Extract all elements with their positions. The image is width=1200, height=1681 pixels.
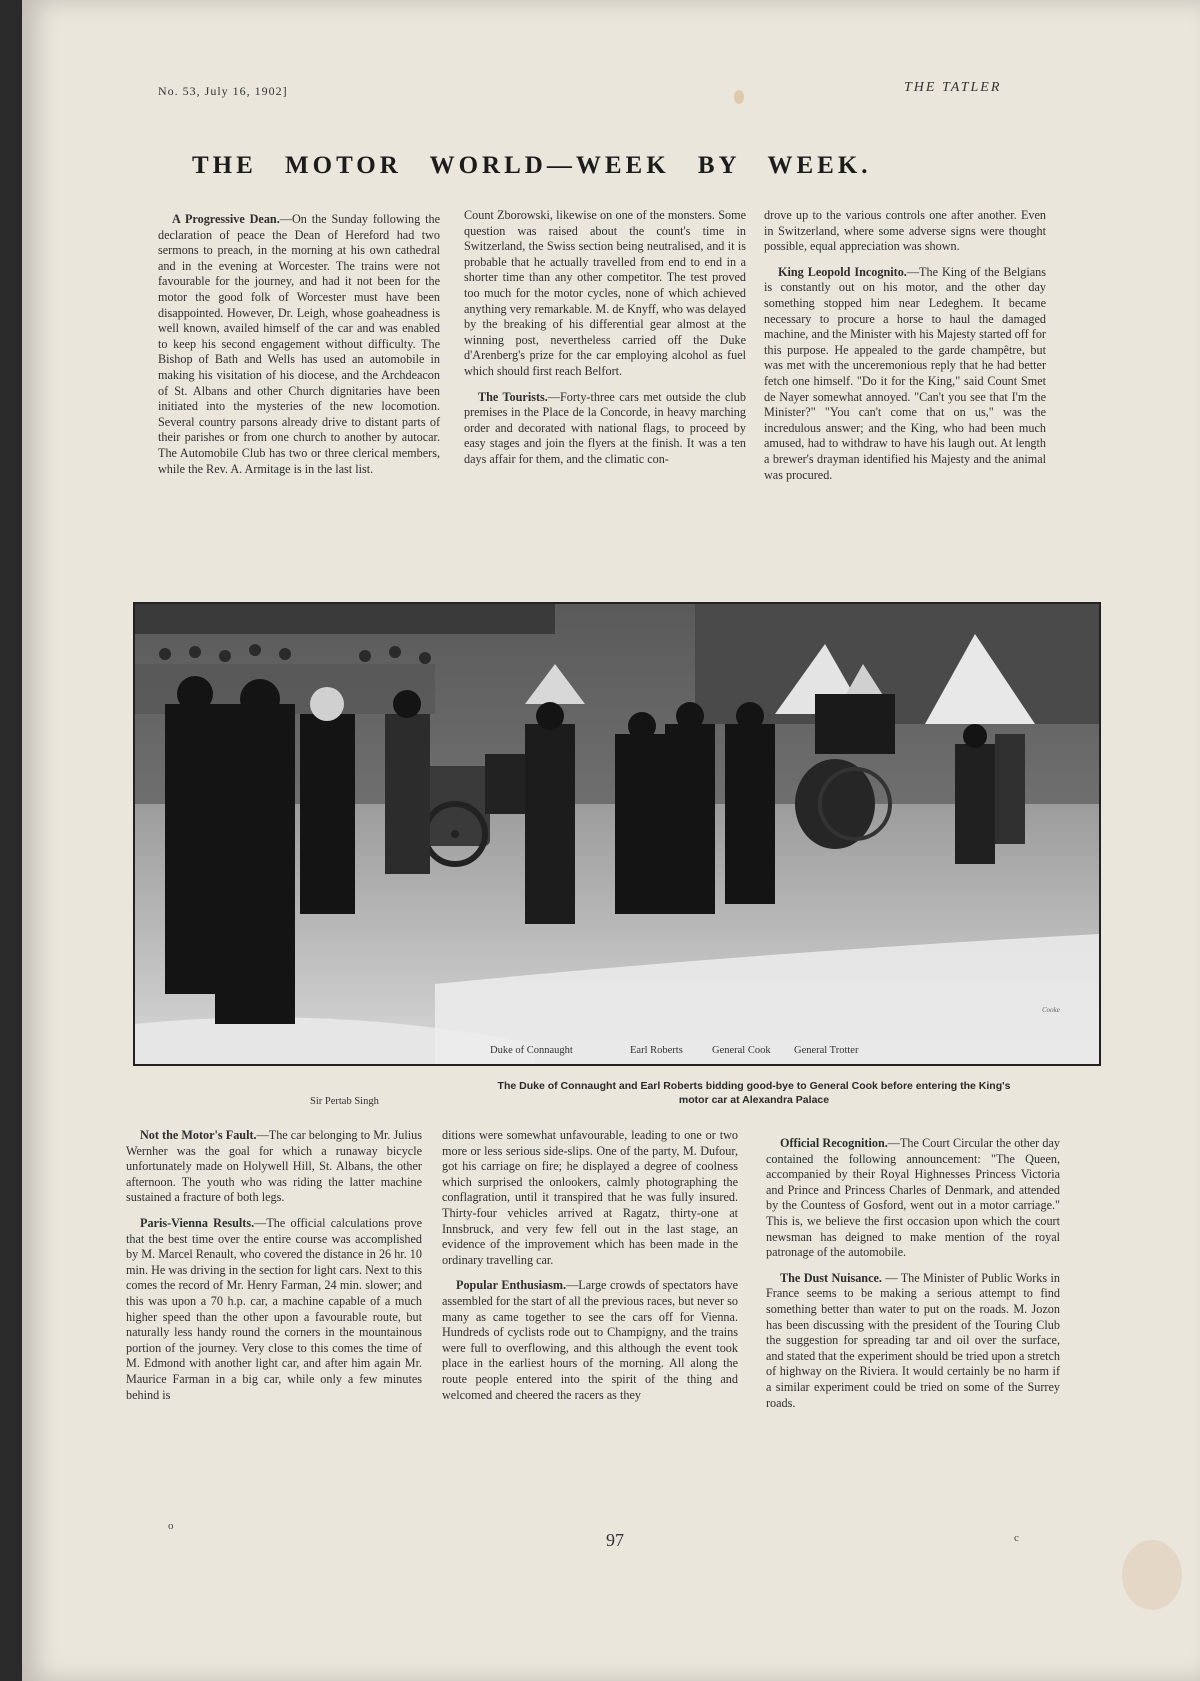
paragraph-text: —The Court Circular the other day contained the following announcement: "The Queen, accompanied by their Royal Highnesses Princess Victoria and Prince and Princess Charles of Denmark, and attended by the Countess of Gosford, went out in a motor carriage." This is, we believe the first occasion upon which the court newsman has deigned to make mention of the royal patronage of the automobile.	[766, 1136, 1061, 1260]
top-column-2	[464, 208, 746, 468]
paragraph-text: —The official calculations prove that the best time over the entire course was accomplished by M. Marcel Renault, who covered the distance in 26 hr. 10 min. He was driving in the section for light cars. Next to this comes the record of Mr. Henry Farman, 24 min. slower; and this was upon a 70 h.p. car, a machine capable of a much higher speed than the other upon a favourable route, but naturally less handy round the corners in the mountainous portion of the journey. Very close to this comes the time of M. Edmond with another light car, and after him again Mr. Maurice Farman in a big car, while only a few minutes behind is	[126, 1215, 422, 1402]
bottom-column-2	[442, 1128, 738, 1403]
magazine-name: THE TATLER	[904, 80, 1002, 95]
paragraph-heading: The Tourists.	[478, 389, 548, 404]
article-paragraph	[766, 1271, 1060, 1411]
bottom-column-3	[766, 1136, 1060, 1411]
caption-name-cook: General Cook	[712, 1045, 771, 1056]
article-paragraph	[158, 212, 440, 477]
issue-line: No. 53, July 16, 1902]	[158, 84, 288, 98]
paragraph-text: Count Zborowski, likewise on one of the monsters. Some question was raised about the count's time in Switzerland, the Swiss section being neutralised, and it is probable that he actually travelled from end to end in a shorter time than any other competitor. The test proved too much for the motor cycles, none of which achieved anything very remarkable. M. de Knyff, who was delayed by the breaking of his differential gear almost at the winning post, nevertheless carried off the Duke d'Arenberg's prize for the car employing alcohol as fuel which should first reach Belfort.	[464, 208, 746, 378]
paragraph-text: —The car belonging to Mr. Julius Wernher was the goal for which a runaway bicycle unfortunately made on Holywell Hill, St. Albans, the other afternoon. The youth who was riding the latter machine sustained a fracture of both legs.	[126, 1128, 422, 1205]
paragraph-heading: Paris-Vienna Results.	[140, 1215, 255, 1230]
article-paragraph	[126, 1128, 422, 1206]
paragraph-heading: Popular Enthusiasm.	[456, 1278, 567, 1293]
article-paragraph	[464, 208, 746, 380]
page-number: 97	[606, 1530, 624, 1550]
photo-illustration	[135, 604, 1099, 1064]
article-paragraph	[126, 1216, 422, 1403]
paragraph-text: ditions were somewhat unfavourable, leading to one or two more or less serious side-slips. One of the party, M. Dufour, got his carriage on fire; he displayed a degree of coolness which surprised the onlookers, calmly photographing the conflagration, until it transpired that he was fully insured. Thirty-four vehicles arrived at Ragatz, thirty-one at Innsbruck, and very few fell out in the last stage, an evidence of the improvement which has been made in the ordinary travelling car.	[442, 1128, 738, 1267]
caption-name-duke: Duke of Connaught	[490, 1045, 573, 1056]
magazine-page	[22, 0, 1200, 1681]
paragraph-heading: King Leopold Incognito.	[778, 264, 907, 279]
article-paragraph	[766, 1136, 1060, 1261]
article-paragraph	[442, 1278, 738, 1403]
paragraph-text: —Forty-three cars met outside the club premises in the Place de la Concorde, in heavy marching order and decorated with national flags, to proceed by easy stages and join the flyers at the finish. It was a ten days affair for them, and the climatic con-	[464, 389, 746, 466]
bottom-column-1	[126, 1128, 422, 1403]
photo-caption-line1: The Duke of Connaught and Earl Roberts bidding good-bye to General Cook before entering the King's	[497, 1080, 1011, 1092]
paragraph-heading: Official Recognition.	[780, 1136, 888, 1150]
paragraph-heading: Not the Motor's Fault.	[140, 1128, 257, 1142]
paragraph-text: —On the Sunday following the declaration of peace the Dean of Hereford had two sermons to preach, in the morning at his own cathedral and in the evening at Worcester. The trains were not favourable for the journey, and had it not been for the motor the good folk of Worcester must have been disappointed. However, Dr. Leigh, whose goaheadness is well known, availed himself of the car and was enabled to keep his second engagement without difficulty. The Bishop of Bath and Wells has used an automobile in making his visitation of his diocese, and the Archdeacon of St. Albans and other Church dignitaries have been initiated into the mysteries of the new locomotion. Several country parsons already drive to distant parts of their parishes or from one church to another by autocar. The Automobile Club has two or three clerical members, while the Rev. A. Armitage is in the last list.	[158, 212, 440, 476]
photo-caption	[414, 1079, 1094, 1107]
paragraph-text: drove up to the various controls one after another. Even in Switzerland, where some adverse signs were thought possible, equal appreciation was shown.	[764, 208, 1046, 254]
article-paragraph	[442, 1128, 738, 1268]
footer-mark-left: o	[168, 1520, 174, 1532]
caption-name-singh: Sir Pertab Singh	[310, 1096, 379, 1107]
footer-mark-right: c	[1014, 1532, 1019, 1544]
photo-credit: Cooke	[1042, 1006, 1060, 1014]
paragraph-text: —Large crowds of spectators have assembled for the start of all the previous races, but never so many as came together to see the cars off for Vienna. Hundreds of cyclists rode out to Champigny, and the trains were full to overflowing, and this although the event took place in the earliest hours of the morning. All along the route people entered into the spirit of the thing and welcomed and cheered the racers as they	[442, 1278, 738, 1402]
paragraph-text: — The Minister of Public Works in France seems to be making a serious attempt to find something better than water to put on the roads. M. Jozon has been discussing with the president of the Touring Club the suggestion for spreading tar and oil over the surface, and stated that the experiment should be tried upon a stretch of highway on the Riviera. It would certainly be no harm if a similar experiment could be tried on some of the Surrey roads.	[766, 1270, 1060, 1410]
top-column-1	[158, 212, 440, 477]
paragraph-heading: A Progressive Dean.	[172, 212, 280, 226]
paragraph-heading: The Dust Nuisance.	[780, 1270, 882, 1285]
caption-name-trotter: General Trotter	[794, 1045, 859, 1056]
halftone-photo	[133, 602, 1101, 1066]
caption-name-roberts: Earl Roberts	[630, 1045, 683, 1056]
article-paragraph	[764, 265, 1046, 483]
photo-caption-line2: motor car at Alexandra Palace	[678, 1094, 830, 1106]
article-title: THE MOTOR WORLD—WEEK BY WEEK.	[192, 152, 872, 179]
article-paragraph	[764, 208, 1046, 255]
paragraph-text: —The King of the Belgians is constantly out on his motor, and the other day something stopped him near Ledeghem. It became necessary to procure a horse to haul the damaged machine, and the Minister with his Majesty started off for this purpose. He appealed to the garde champêtre, but was met with the unceremonious reply that he had better fetch one himself. "Do it for the King," said Count Smet de Nayer somewhat annoyed. "Can't you see that I'm the Minister?" "You can't come that on us," was the incredulous answer; and the King, who had been much amused, had to withdraw to have his laugh out. At length a brewer's drayman identified his Majesty and the animal was procured.	[764, 264, 1046, 482]
top-column-3	[764, 208, 1046, 483]
article-paragraph	[464, 390, 746, 468]
